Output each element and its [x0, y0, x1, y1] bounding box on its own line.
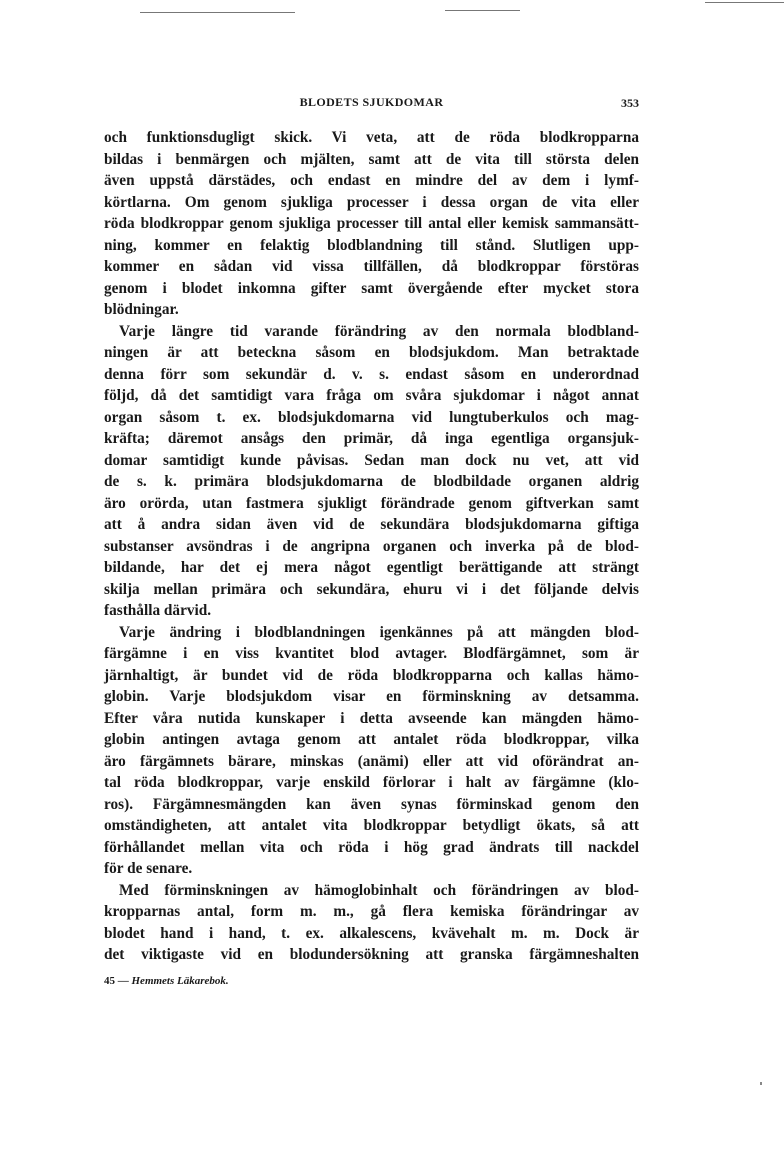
paragraph: [104, 321, 639, 622]
text-line: Efter våra nutida kunskaper i detta avseende kan mängden hämo-: [104, 709, 639, 727]
paragraph: [104, 127, 639, 321]
text-line: Varje längre tid varande förändring av den normala blodbland-: [119, 322, 639, 340]
text-line: det viktigaste vid en blodundersökning att granska färgämneshalten: [104, 946, 639, 963]
text-line: röda blodkroppar genom sjukliga processer till antal eller kemisk sammansätt-: [104, 215, 639, 232]
text-line: även uppstå därstädes, och endast en mindre del av dem i lymf-: [104, 172, 639, 189]
text-line: denna förr som sekundär d. v. s. endast såsom en underordnad: [104, 365, 639, 383]
text-line: förhållandet mellan vita och röda i hög grad ändrats till nackdel: [104, 838, 639, 856]
text-line: blodet hand i hand, t. ex. alkalescens, kvävehalt m. m. Dock är: [104, 924, 639, 942]
text-line: ningen är att beteckna såsom en blodsjukdom. Man betraktade: [104, 344, 639, 361]
text-line: färgämne i en viss kvantitet blod avtager. Blodfärgämnet, som är: [104, 645, 639, 662]
body-text: [104, 127, 639, 966]
text-line: fasthålla därvid.: [104, 602, 212, 619]
footer-source: Hemmets Läkarebok.: [131, 975, 229, 987]
text-line: att å andra sidan även vid de sekundära blodsjukdomarna giftiga: [104, 516, 639, 533]
paragraph: [104, 880, 639, 966]
scan-artifact-line: [705, 2, 784, 3]
text-line: ros). Färgämnesmängden kan även synas förminskad genom den: [104, 795, 639, 813]
running-head: BLODETS SJUKDOMAR: [299, 95, 444, 109]
text-line: Varje ändring i blodblandningen igenkännes på att mängden blod-: [119, 623, 639, 641]
text-line: bildande, har det ej mera något egentligt berättigande att strängt: [104, 559, 639, 576]
text-line: körtlarna. Om genom sjukliga processer i dessa organ de vita eller: [104, 193, 639, 211]
text-line: kräfta; däremot ansågs den primär, då inga egentliga organsjuk-: [104, 430, 639, 447]
text-line: de s. k. primära blodsjukdomarna de blodbildade organen aldrig: [104, 473, 639, 490]
text-line: äro orörda, utan fastmera sjukligt förändrade genom giftverkan samt: [104, 494, 639, 512]
paragraph: [104, 622, 639, 880]
text-line: tal röda blodkroppar, varje enskild förlorar i halt av färgämne (klo-: [104, 774, 639, 791]
text-line: ning, kommer en felaktig blodblandning till stånd. Slutligen upp-: [104, 236, 639, 254]
text-line: globin antingen avtaga genom att antalet röda blodkroppar, vilka: [104, 731, 639, 748]
scan-artifact-dot: [760, 1082, 762, 1085]
text-line: kommer en sådan vid vissa tillfällen, då blodkroppar förstöras: [104, 258, 639, 275]
text-line: järnhaltigt, är bundet vid de röda blodkropparna och kallas hämo-: [104, 666, 639, 684]
text-line: äro färgämnets bärare, minskas (anämi) eller att vid oförändrat an-: [104, 752, 639, 770]
text-line: omständigheten, att antalet vita blodkroppar betydligt ökats, så att: [104, 817, 639, 834]
text-line: och funktionsdugligt skick. Vi veta, att de röda blodkropparna: [104, 129, 639, 146]
text-line: domar samtidigt kunde påvisas. Sedan man dock nu vet, att vid: [104, 451, 639, 469]
text-line: globin. Varje blodsjukdom visar en förminskning av detsamma.: [104, 688, 639, 705]
text-line: för de senare.: [104, 860, 193, 877]
footer-signature: 45 —: [104, 975, 129, 987]
text-line: Med förminskningen av hämoglobinhalt och förändringen av blod-: [119, 881, 639, 899]
text-line: bildas i benmärgen och mjälten, samt att de vita till största delen: [104, 150, 639, 168]
scan-artifact-line: [445, 10, 520, 11]
text-line: genom i blodet inkomna gifter samt övergående efter mycket stora: [104, 279, 639, 297]
text-line: substanser avsöndras i de angripna organen och inverka på de blod-: [104, 537, 639, 555]
scan-artifact-line: [140, 12, 295, 13]
text-line: kropparnas antal, form m. m., gå flera kemiska förändringar av: [104, 903, 639, 920]
text-line: skilja mellan primära och sekundära, ehuru vi i det följande delvis: [104, 580, 639, 598]
page-number: 353: [621, 96, 639, 110]
text-line: organ såsom t. ex. blodsjukdomarna vid lungtuberkulos och mag-: [104, 408, 639, 426]
text-line: följd, då det samtidigt vara fråga om svåra sjukdomar i något annat: [104, 387, 639, 404]
page-footer: [104, 975, 229, 987]
page-header: [104, 95, 639, 115]
text-line: blödningar.: [104, 301, 179, 318]
